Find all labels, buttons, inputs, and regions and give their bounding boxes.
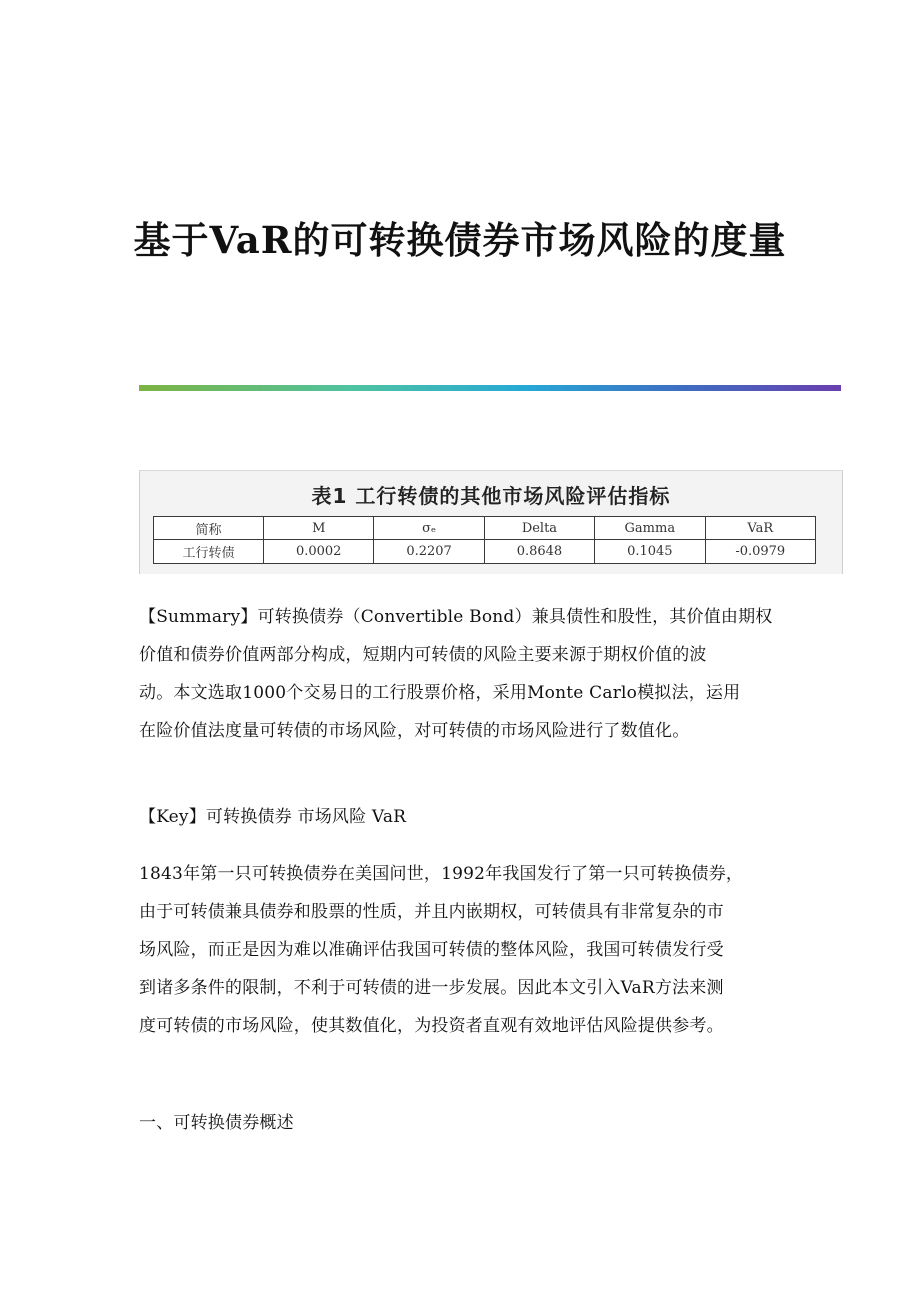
intro-line: 场风险，而正是因为难以准确评估我国可转债的整体风险，我国可转债发行受 <box>139 940 724 960</box>
table-row <box>154 540 816 564</box>
table-cell: 0.8648 <box>484 540 594 564</box>
intro-line: 由于可转债兼具债券和股票的性质，并且内嵌期权，可转债具有非常复杂的市 <box>139 902 724 922</box>
summary-line: 动。本文选取1000个交易日的工行股票价格，采用Monte Carlo模拟法，运用 <box>139 683 741 703</box>
table-header-cell: 简称 <box>154 517 264 540</box>
table-header-cell: Delta <box>484 517 594 540</box>
keywords-paragraph <box>139 798 799 836</box>
table-cell: 工行转债 <box>154 540 264 564</box>
intro-line: 1843年第一只可转换债券在美国问世，1992年我国发行了第一只可转换债券， <box>139 864 744 884</box>
intro-line: 到诸多条件的限制，不利于可转债的进一步发展。因此本文引入VaR方法来测 <box>139 978 724 998</box>
document-title: 基于VaR的可转换债券市场风险的度量 <box>133 218 787 262</box>
summary-paragraph <box>139 598 799 750</box>
title-divider <box>139 385 841 391</box>
table-header-cell: M <box>264 517 374 540</box>
keywords-text: 可转换债券 市场风险 VaR <box>205 807 407 827</box>
table-header-cell: Gamma <box>595 517 705 540</box>
summary-line: 价值和债券价值两部分构成，短期内可转债的风险主要来源于期权价值的波 <box>139 645 707 665</box>
risk-indicator-table <box>153 516 816 564</box>
intro-paragraph <box>139 855 799 1045</box>
summary-line: 【Summary】可转换债券（Convertible Bond）兼具债性和股性，其价值由期权 <box>139 607 773 627</box>
table-cell: 0.1045 <box>595 540 705 564</box>
table-header-cell: VaR <box>705 517 815 540</box>
table-cell: -0.0979 <box>705 540 815 564</box>
table-header-cell: σₑ <box>374 517 484 540</box>
table-cell: 0.2207 <box>374 540 484 564</box>
section-heading: 一、可转换债券概述 <box>139 1113 294 1133</box>
keywords-label: 【Key】 <box>139 807 206 827</box>
table-figure <box>139 470 843 574</box>
summary-label: 【Summary】 <box>139 607 258 627</box>
intro-line: 度可转债的市场风险，使其数值化，为投资者直观有效地评估风险提供参考。 <box>139 1016 724 1036</box>
table-caption: 表1 工行转债的其他市场风险评估指标 <box>311 484 671 508</box>
table-header-row <box>154 517 816 540</box>
summary-line: 在险价值法度量可转债的市场风险，对可转债的市场风险进行了数值化。 <box>139 721 690 741</box>
table-cell: 0.0002 <box>264 540 374 564</box>
